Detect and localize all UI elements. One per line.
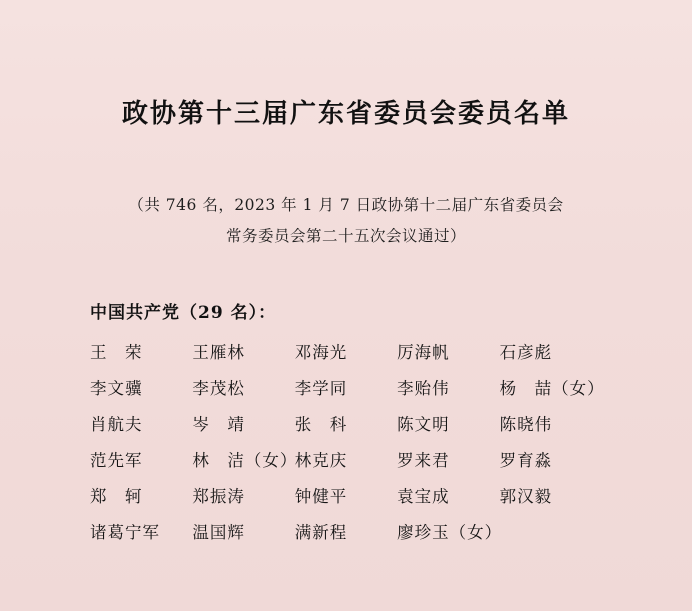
table-row	[90, 411, 602, 435]
table-row	[90, 339, 602, 363]
table-row	[90, 519, 602, 543]
list-item: 肖航夫	[90, 414, 143, 434]
page-title: 政协第十三届广东省委员会委员名单	[121, 99, 570, 129]
list-item: 李茂松	[192, 378, 245, 398]
list-item: 陈文明	[397, 414, 450, 434]
list-item: 张 科	[294, 414, 348, 434]
list-item: 范先军	[90, 450, 143, 470]
list-item: 罗来君	[397, 450, 450, 470]
list-item: 郑振涛	[192, 486, 245, 506]
list-item: 厉海帆	[397, 342, 450, 362]
list-item: 袁宝成	[397, 486, 450, 506]
list-item: 李文骥	[90, 378, 143, 398]
list-item: 郑 轲	[90, 486, 143, 506]
list-item: 李贻伟	[397, 378, 450, 398]
list-item: 郭汉毅	[499, 486, 553, 506]
list-item: 杨 喆（女）	[499, 378, 605, 398]
list-item: 王雁林	[192, 342, 245, 362]
name-list	[90, 339, 605, 543]
list-item: 罗育淼	[499, 450, 553, 470]
list-item: 林克庆	[294, 450, 348, 470]
list-item: 李学同	[294, 378, 348, 398]
list-item	[500, 519, 602, 543]
list-item: 邓海光	[294, 342, 348, 362]
list-item: 满新程	[294, 522, 348, 542]
list-item: 岑 靖	[192, 414, 245, 434]
table-row	[90, 447, 602, 471]
list-item: 温国辉	[192, 522, 245, 542]
list-item: 钟健平	[294, 486, 348, 506]
subtitle-line-2: 常务委员会第二十五次会议通过）	[225, 226, 466, 245]
document-subtitle	[52, 190, 640, 252]
section-heading: 中国共产党（29 名）：	[90, 302, 277, 323]
table-row	[90, 375, 605, 399]
list-item: 诸葛宁军	[90, 522, 160, 542]
list-item: 廖珍玉（女）	[397, 522, 503, 542]
list-item: 陈晓伟	[499, 414, 553, 434]
list-item: 石彦彪	[499, 342, 553, 362]
table-row	[90, 483, 602, 507]
list-item: 林 洁（女）	[192, 450, 298, 470]
subtitle-line-1: （共 746 名，2023 年 1 月 7 日政协第十二届广东省委员会	[128, 195, 564, 214]
list-item: 王 荣	[90, 342, 143, 362]
